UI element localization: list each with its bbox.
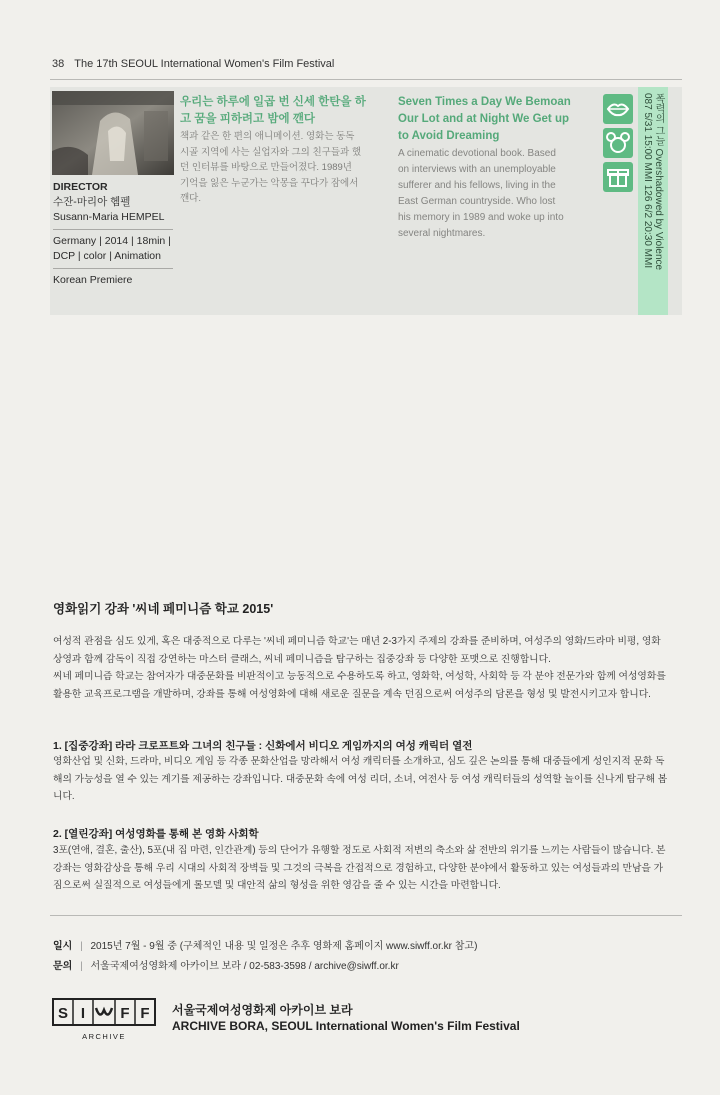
contact-value: 서울국제여성영화제 아카이브 보라 / 02-583-3598 / archive@siwff.or.kr [90,961,399,972]
intro-line: 여성적 관점을 심도 있게, 혹은 대중적으로 다루는 '씨네 페미니즘 학교'는 매년 2-3가지 주제의 강좌를 준비하며, 여성주의 영화/드라마 비평, 영화 [53,636,661,647]
svg-text:F: F [120,1005,130,1022]
synopsis-ko-line: 시골 지역에 사는 실업자와 그의 친구들과 했 [180,146,362,158]
contact-info [53,957,399,972]
synopsis-ko-line: 책과 같은 한 편의 애니메이션. 영화는 동독 [180,131,355,142]
title-ko-line: 고 꿈을 피하려고 밤에 깬다 [180,113,315,125]
section-1-line: 해의 가능성을 열 수 있는 계기를 제공하는 강좌입니다. 대중문화 속에 여성 리더, 소녀, 여전사 등 여성 캐릭터들의 성역할 놀이를 신나게 탐구해 봅 [53,773,668,785]
film-specs-line2: DCP | color | Animation [53,250,161,262]
meta-divider [53,229,173,230]
director-name-ko: 수잔-마리아 헴펠 [53,196,131,208]
section-2-line: 3포(연애, 결혼, 출산), 5포(내 집 마련, 인간관계) 등의 단어가 유행할 정도로 사회적 저변의 축소와 삶 전반의 위기를 느끼는 사람들이 많습니다. 본 [53,845,666,856]
synopsis-en [398,146,594,242]
svg-text:F: F [140,1005,150,1022]
director-name-en: Susann-Maria HEMPEL [53,211,165,223]
film-still-image [52,91,174,175]
footer-org-name-en: ARCHIVE BORA, SEOUL International Women's Film Festival [172,1019,520,1033]
page-number: 38 [52,58,65,70]
section-2-line: 짐으로써 실질적으로 여성들에게 롤모델 및 대안적 삶의 형성을 위한 영감을 줄 수 있는 시간을 마련합니다. [53,880,501,891]
intro-line: 상영과 함께 감독이 직접 강연하는 마스터 클래스, 씨네 페미니즘을 탐구하는 집중강좌 등 다양한 포맷으로 진행합니다. [53,653,551,665]
director-label: DIRECTOR [53,181,108,193]
section-2-body [53,842,683,895]
svg-text:ARCHIVE: ARCHIVE [82,1032,126,1041]
date-value: 2015년 7월 - 9월 중 (구체적인 내용 및 일정은 추후 영화제 홈페이지 www.siwff.or.kr 참고) [90,941,478,952]
intro-line: 활용한 교육프로그램을 개발하며, 강좌를 통해 여성영화에 대해 새로운 질문을 계속 던짐으로써 여성주의 담론을 형성 및 발전시키고자 합니다. [53,688,651,700]
header-divider [50,79,682,80]
siwff-archive-bora-logo [52,998,156,1042]
intro-line: 씨네 페미니즘 학교는 참여자가 대중문화를 비판적이고 능동적으로 수용하도록 하고, 영화학, 여성학, 사회학 등 각 분야 전문가와 함께 여성영화를 [53,671,666,682]
screening-times: 087 5/31 15:00 MMI 126 6/2 20:30 MMI [642,93,653,269]
title-en-line: Seven Times a Day We Bemoan [398,96,571,108]
film-specs-line1: Germany | 2014 | 18min | [53,235,171,247]
lecture-title: 영화읽기 강좌 '씨네 페미니즘 학교 2015' [53,602,274,616]
synopsis-ko-line: 기억을 잃은 누군가는 악몽을 꾸다가 잠에서 [180,177,359,189]
film-title-en [398,94,594,145]
title-en-line: to Avoid Dreaming [398,130,500,142]
page-header [52,58,334,70]
synopsis-en-line: East German countryside. Who lost [398,196,556,207]
synopsis-en-line: on interviews with an unemployable [398,164,556,175]
section-1-body [53,753,683,806]
info-divider [50,915,682,916]
section-2-line: 강좌는 영화감상을 통해 우리 시대의 사회적 장벽들 및 그것의 극복을 간접적으로 경험하고, 다양한 분야에서 활동하고 있는 여성들과의 만남을 가 [53,862,664,874]
lecture-intro [53,633,683,703]
date-info [53,937,477,952]
svg-text:S: S [57,1005,69,1022]
section-1-line: 영화산업 및 신화, 드라마, 비디오 게임 등 각종 문화산업을 망라해서 여성 캐릭터를 소개하고, 심도 깊은 논의를 통해 대중들에게 성인지적 문화 독 [53,756,665,767]
svg-text:I: I [80,1005,86,1022]
category-icons [600,94,636,194]
synopsis-en-line: several nightmares. [398,228,486,239]
separator: | [80,961,83,972]
publication-title: The 17th SEOUL International Women's Film Festival [74,58,335,70]
gift-box-icon [603,162,633,192]
title-en-line: Our Lot and at Night We Get up [398,113,570,125]
synopsis-en-line: sufferer and his fellows, living in the [398,180,556,191]
contact-label: 문의 [53,961,73,972]
synopsis-en-line: his memory in 1989 and woke up into [398,212,564,223]
section-1-line: 니다. [53,791,75,802]
mouse-ears-icon [603,128,633,158]
section-2-title: 2. [열린강좌] 여성영화를 통해 본 영화 사회학 [53,828,259,840]
section-tab-text [642,93,664,270]
separator: | [80,941,83,952]
meta-divider [53,268,173,269]
synopsis-ko-line: 깬다. [180,193,201,204]
section-tab [638,87,668,315]
title-ko-line: 우리는 하루에 일곱 번 신세 한탄을 하 [180,96,366,108]
date-label: 일시 [53,941,73,952]
lips-icon [603,94,633,124]
synopsis-ko [180,129,388,207]
premiere-status: Korean Premiere [53,274,133,286]
synopsis-en-line: A cinematic devotional book. Based [398,148,556,159]
section-name: 폭력의 그늘 Overshadowed by Violence [653,93,664,271]
section-1-title: 1. [집중강좌] 라라 크로프트와 그녀의 친구들 : 신화에서 비디오 게임까지의 여성 캐릭터 열전 [53,740,473,752]
film-title-ko [180,94,388,128]
synopsis-ko-line: 던 인터뷰를 바탕으로 만들어졌다. 1989년 [180,162,352,173]
footer-org-name-ko: 서울국제여성영화제 아카이브 보라 [172,1003,353,1017]
